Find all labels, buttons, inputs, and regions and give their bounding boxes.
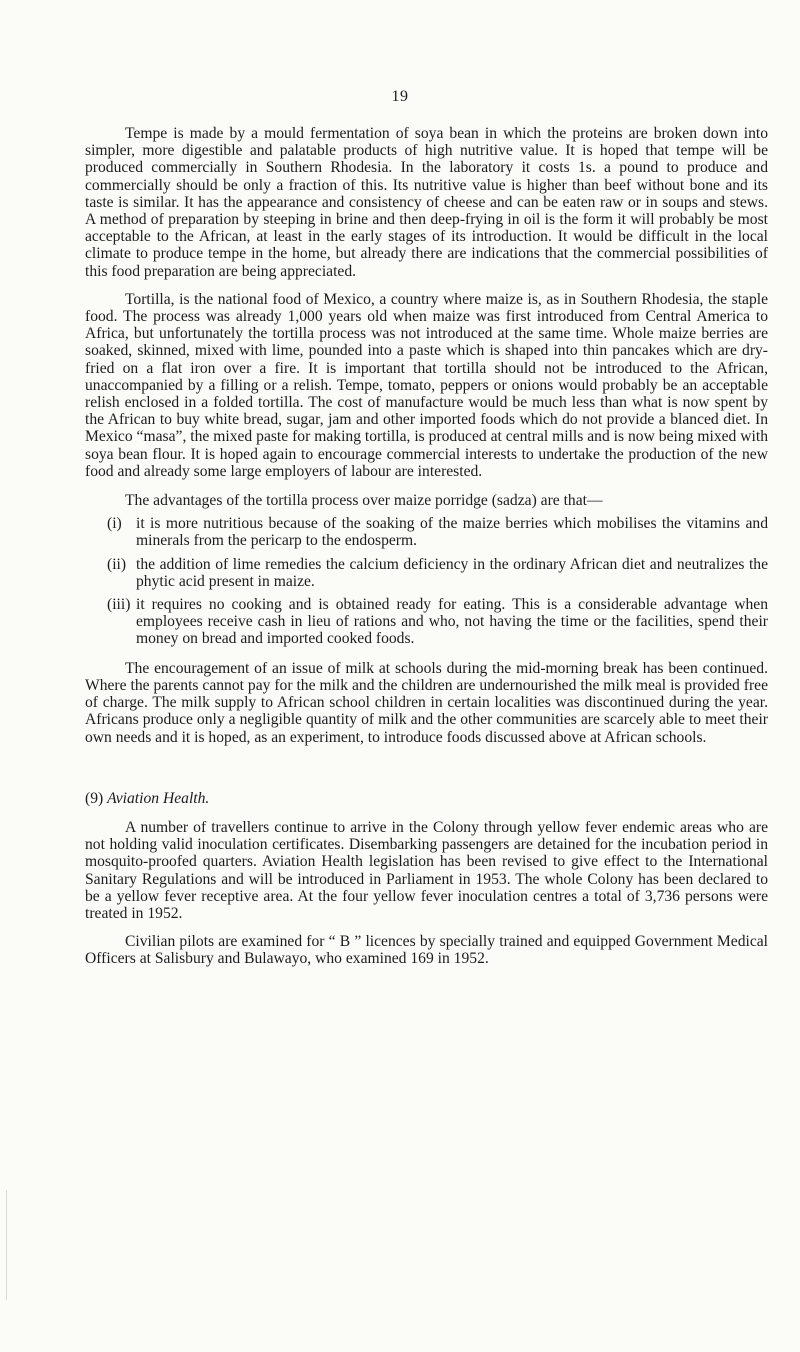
page-edge-mark — [6, 1190, 7, 1300]
milk-paragraph: The encouragement of an issue of milk at schools during the mid-morning break has been continued. Where the parents cannot pay for the milk and the children are undernourished the milk meal is provided free of charge. The milk supply to African school children in certain localities was discontinued during the year. Africans produce only a negligible quantity of milk and the other communities are scarcely able to meet their own needs and it is hoped, as an experiment, to introduce foods discussed above at African schools. — [85, 659, 768, 746]
list-item — [85, 596, 768, 648]
page-body — [85, 125, 768, 968]
section-title: Aviation Health. — [107, 789, 210, 807]
page-number: 19 — [391, 88, 409, 105]
tempe-paragraph: Tempe is made by a mould fermentation of soya bean in which the proteins are broken down into simpler, more digestible and palatable products of high nutritive value. It is hoped that tempe will be produced commercially in Southern Rhodesia. In the laboratory it costs 1s. a pound to produce and commercially should be only a fraction of this. Its nutritive value is higher than beef without bone and its taste is similar. It has the appearance and consistency of cheese and can be eaten raw or in soups and stews. A method of preparation by steeping in brine and then deep-frying in oil is the form it will probably be most acceptable to the African, at least in the early stages of its introduction. It would be difficult in the local climate to produce tempe in the home, but already there are indications that the commercial possibilities of this food preparation are being appreciated. — [85, 125, 768, 280]
aviation-paragraph: A number of travellers continue to arrive in the Colony through yellow fever endemic areas who are not holding valid inoculation certificates. Disembarking passengers are detained for the incubation period in mosquito-proofed quarters. Aviation Health legislation has been revised to give effect to the International Sanitary Regulations and will be introduced in Parliament in 1953. The whole Colony has been declared to be a yellow fever receptive area. At the four yellow fever inoculation centres a total of 3,736 persons were treated in 1952. — [85, 818, 768, 922]
pilots-paragraph: Civilian pilots are examined for “ B ” licences by specially trained and equipped Government Medical Officers at Salisbury and Bulawayo, who examined 169 in 1952. — [85, 933, 768, 968]
section-heading — [85, 790, 768, 807]
list-item-text: it requires no cooking and is obtained ready for eating. This is a considerable advantage when employees receive cash in lieu of rations and who, not having the time or the facilities, spend their money on bread and imported cooked foods. — [136, 596, 768, 648]
advantages-intro: The advantages of the tortilla process over maize porridge (sadza) are that— — [125, 492, 603, 510]
tortilla-paragraph: Tortilla, is the national food of Mexico, a country where maize is, as in Southern Rhodesia, the staple food. The process was already 1,000 years old when maize was first introduced from Central America to Africa, but unfortunately the tortilla process was not introduced at the same time. Whole maize berries are soaked, skinned, mixed with lime, pounded into a paste which is shaped into thin pancakes which are dry-fried on a flat iron over a fire. It is important that tortilla should not be introduced to the African, unaccompanied by a filling or a relish. Tempe, tomato, peppers or onions would probably be an acceptable relish enclosed in a folded tortilla. The cost of manufacture would be much less than what is now spent by the African to buy white bread, sugar, jam and other imported foods which do not provide a blanced diet. In Mexico “masa”, the mixed paste for making tortilla, is produced at central mills and is now being mixed with soya bean flour. It is hoped again to encourage commercial interests to undertake the production of the new food and already some large employers of labour are interested. — [85, 290, 768, 480]
list-item — [85, 556, 768, 590]
advantages-list — [85, 515, 768, 647]
list-item — [85, 515, 768, 549]
list-item-number: (i) — [107, 515, 122, 533]
section-number: (9) — [85, 789, 104, 807]
list-item-number: (iii) — [107, 596, 131, 614]
list-item-text: the addition of lime remedies the calcium deficiency in the ordinary African diet and neutralizes the phytic acid present in maize. — [136, 555, 768, 590]
list-item-number: (ii) — [107, 555, 127, 573]
list-item-text: it is more nutritious because of the soaking of the maize berries which mobilises the vitamins and minerals from the pericarp to the endosperm. — [136, 515, 768, 550]
